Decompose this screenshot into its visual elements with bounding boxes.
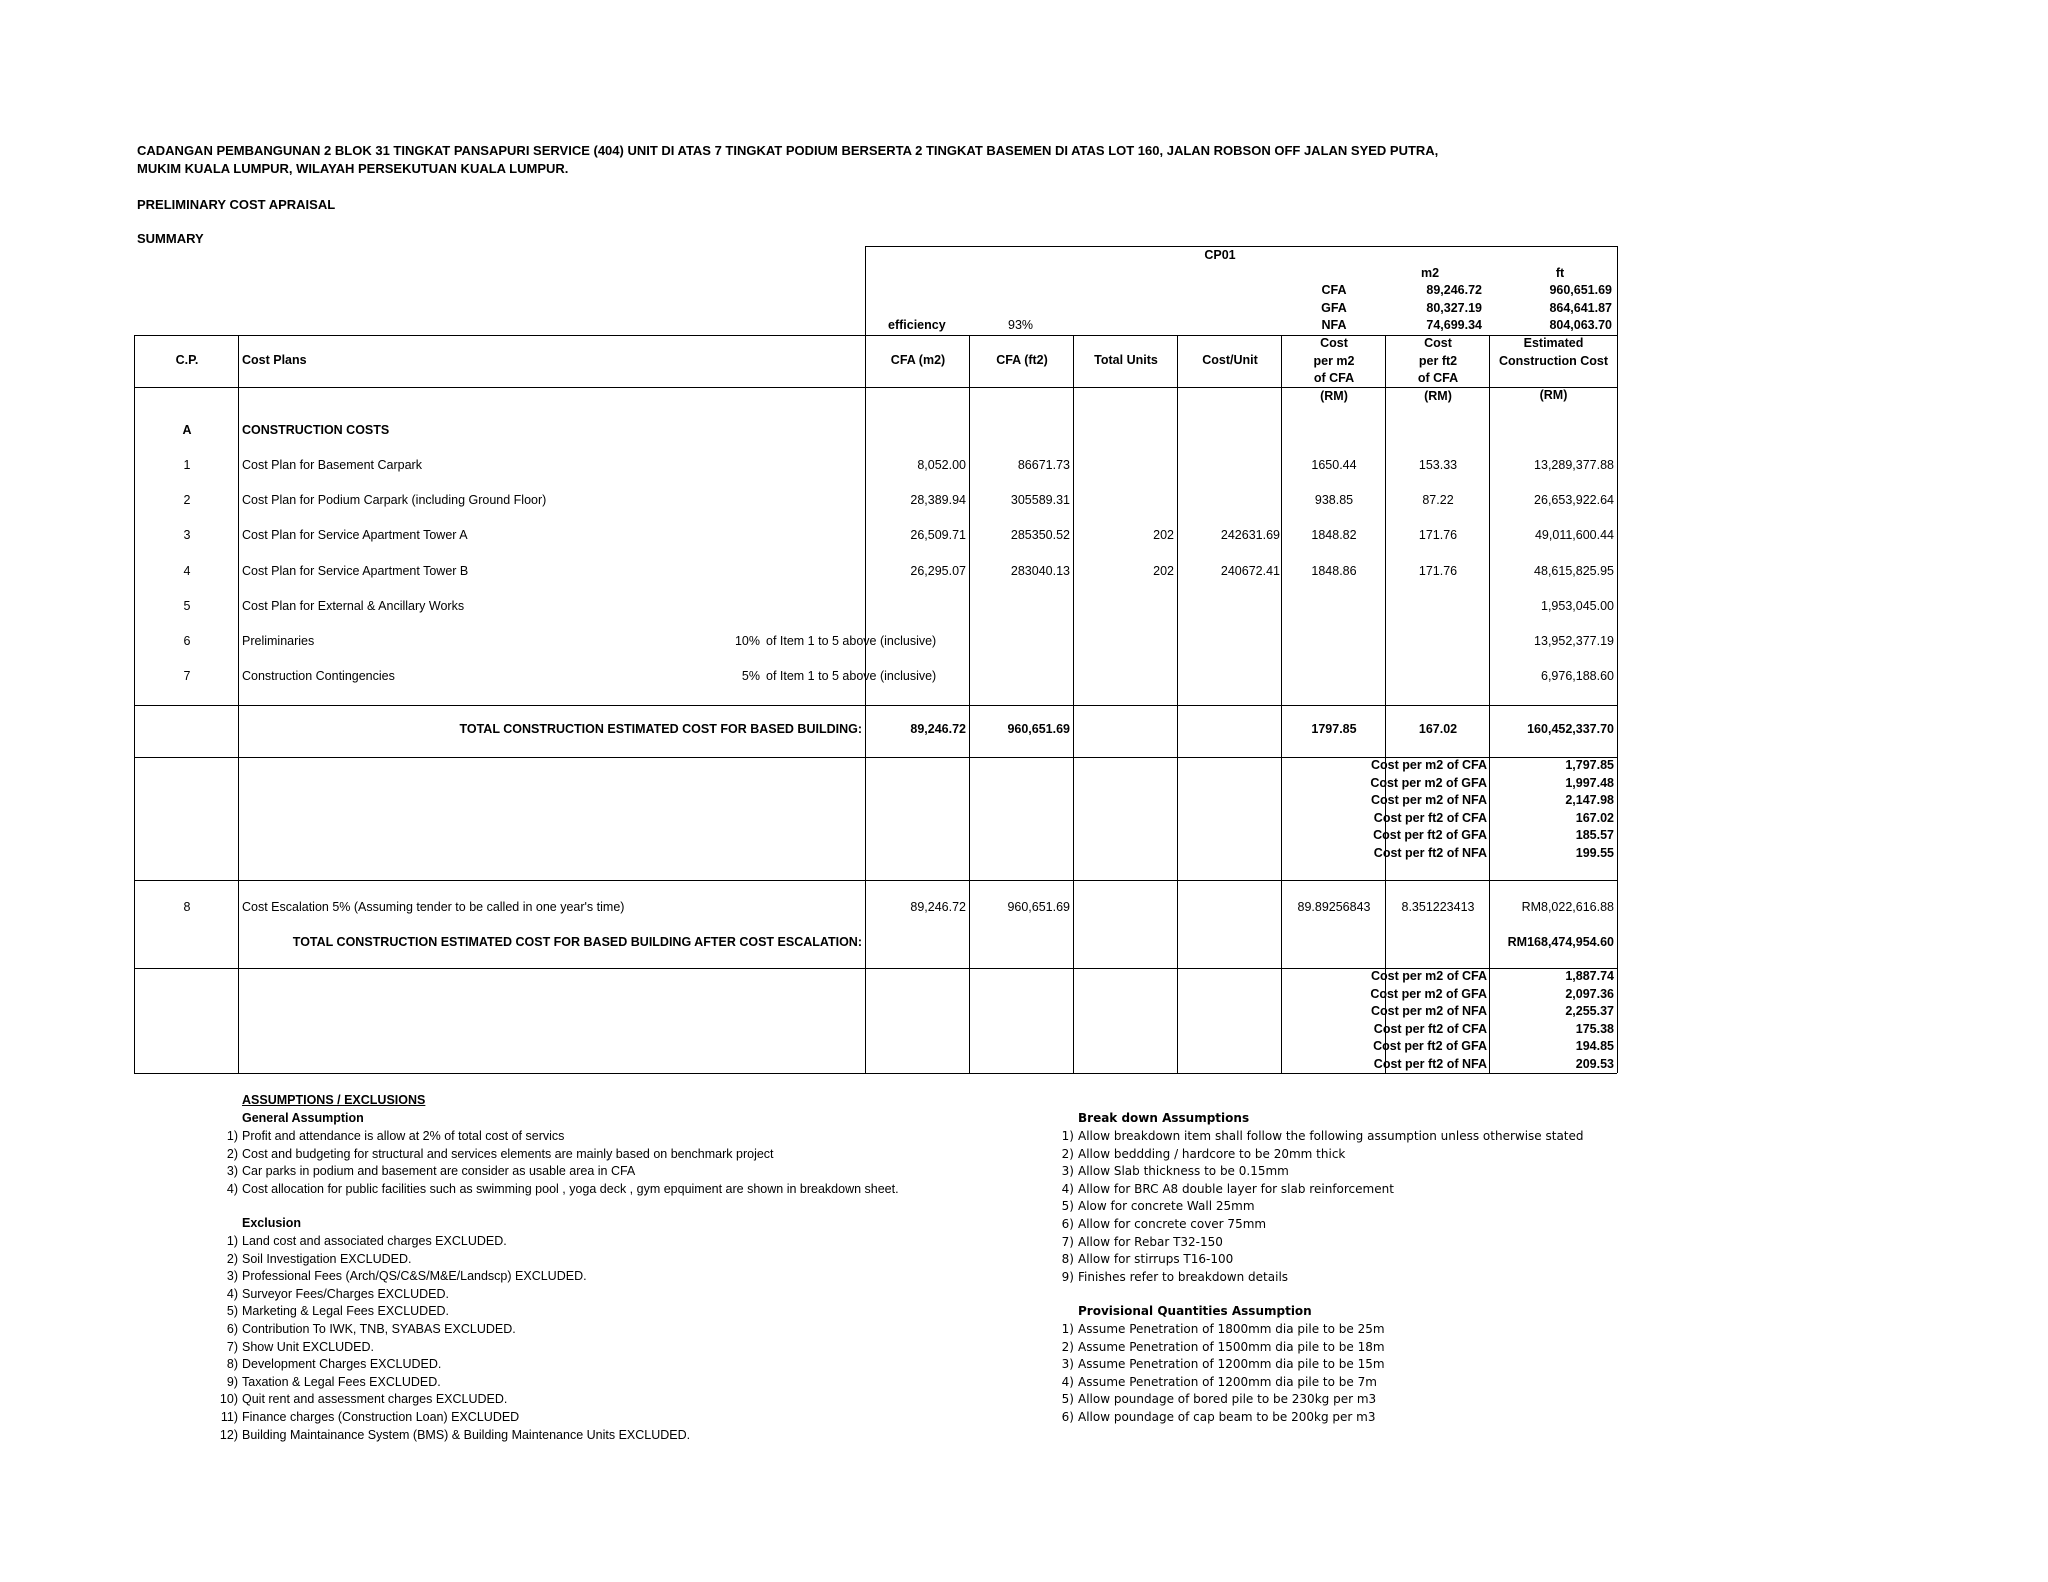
- item-cost-per-m2: 1650.44: [1311, 458, 1357, 472]
- total-cost-per-ft2: 167.02: [1418, 722, 1458, 736]
- col-header-estimated-cost: Estimated: [1523, 336, 1584, 350]
- total-estimated-cost: 160,452,337.70: [1527, 722, 1614, 736]
- ratio-label: Cost per ft2 of GFA: [1373, 1039, 1487, 1053]
- assumptions-heading: ASSUMPTIONS / EXCLUSIONS: [242, 1093, 426, 1107]
- title-line-2: MUKIM KUALA LUMPUR, WILAYAH PERSEKUTUAN KUALA LUMPUR.: [137, 161, 569, 176]
- breakdown-assumption-item-number: 6): [1061, 1217, 1074, 1231]
- area-type-label: NFA: [1321, 318, 1347, 332]
- ratio-value: 209.53: [1575, 1056, 1614, 1071]
- grid-line: [1489, 335, 1490, 1073]
- grid-line: [969, 335, 970, 1073]
- breakdown-assumption-item-number: 1): [1061, 1129, 1074, 1143]
- exclusion-item: Finance charges (Construction Loan) EXCLUDED: [242, 1410, 520, 1424]
- area-m2-value: 89,246.72: [1426, 283, 1482, 297]
- grid-line: [1073, 335, 1074, 1073]
- item-plan: Cost Plan for External & Ancillary Works: [242, 598, 465, 613]
- item-no: 5: [183, 598, 191, 613]
- breakdown-assumption-item: Finishes refer to breakdown details: [1078, 1269, 1289, 1284]
- area-type-label: CFA: [1321, 283, 1347, 297]
- exclusion-item-number: 3): [226, 1269, 238, 1284]
- col-header-cost-per-m2: of CFA: [1313, 371, 1355, 385]
- item-cost-per-m2: 1848.82: [1311, 528, 1357, 543]
- exclusion-item-number: 8): [226, 1357, 238, 1372]
- exclusion-item: Building Maintainance System (BMS) & Building Maintenance Units EXCLUDED.: [242, 1427, 691, 1442]
- col-header-cost-plans: Cost Plans: [242, 353, 307, 367]
- ratio-value: 194.85: [1575, 1039, 1614, 1053]
- grid-line: [1177, 335, 1178, 1073]
- ratio-label: Cost per ft2 of CFA: [1373, 810, 1487, 825]
- item-cost-per-ft2: 171.76: [1418, 528, 1458, 543]
- provisional-assumption-item-number: 2): [1061, 1339, 1074, 1354]
- grid-line: [238, 335, 239, 1073]
- ratio-value: 185.57: [1575, 828, 1614, 842]
- ratio-value: 2,147.98: [1565, 793, 1614, 807]
- ratio-value: 167.02: [1575, 810, 1614, 825]
- exclusion-item-number: 1): [226, 1234, 238, 1248]
- ratio-value: 2,255.37: [1565, 1004, 1614, 1018]
- efficiency-label: efficiency: [888, 318, 946, 332]
- breakdown-assumption-item: Allow for Rebar T32-150: [1078, 1234, 1223, 1249]
- escalation-cost-per-ft2: 8.351223413: [1401, 900, 1475, 914]
- total-cfa-m2: 89,246.72: [910, 722, 966, 736]
- breakdown-assumption-item: Allow beddding / hardcore to be 20mm thick: [1078, 1146, 1346, 1161]
- item-plan: Cost Plan for Basement Carpark: [242, 458, 422, 472]
- item-cost-per-unit: 242631.69: [1220, 528, 1280, 543]
- ratio-label: Cost per ft2 of CFA: [1373, 1021, 1487, 1036]
- item-cost-per-ft2: 153.33: [1418, 458, 1458, 472]
- breakdown-assumption-item-number: 3): [1061, 1164, 1074, 1179]
- exclusion-item-number: 6): [226, 1322, 238, 1336]
- exclusion-item-number: 10): [219, 1392, 238, 1407]
- general-assumption-item-number: 3): [226, 1164, 238, 1179]
- exclusion-item-number: 2): [226, 1251, 238, 1266]
- item-no: 1: [183, 458, 191, 472]
- item-no: 6: [183, 634, 191, 648]
- ratio-value: 199.55: [1575, 845, 1614, 860]
- general-assumption-item: Cost and budgeting for structural and services elements are mainly based on benchmark project: [242, 1146, 774, 1161]
- grid-line: [134, 880, 1617, 881]
- breakdown-assumption-item: Allow Slab thickness to be 0.15mm: [1078, 1164, 1289, 1179]
- item-no: 2: [183, 493, 191, 508]
- ratio-value: 1,997.48: [1565, 775, 1614, 790]
- total-cfa-ft2: 960,651.69: [1007, 722, 1070, 736]
- provisional-assumption-item-number: 3): [1061, 1357, 1074, 1372]
- exclusion-item-number: 12): [219, 1427, 238, 1442]
- grid-line: [134, 1073, 1617, 1074]
- total-label: TOTAL CONSTRUCTION ESTIMATED COST FOR BASED BUILDING:: [459, 722, 862, 736]
- item-note: of Item 1 to 5 above (inclusive): [766, 634, 937, 648]
- provisional-assumption-item: Assume Penetration of 1800mm dia pile to be 25m: [1078, 1322, 1385, 1336]
- breakdown-assumption-item: Allow for concrete cover 75mm: [1078, 1217, 1267, 1231]
- col-header-cost-per-m2: Cost: [1320, 336, 1348, 350]
- col-header-cost-unit: Cost/Unit: [1202, 353, 1258, 367]
- ratio-value: 2,097.36: [1565, 986, 1614, 1001]
- escalation-total-label: TOTAL CONSTRUCTION ESTIMATED COST FOR BASED BUILDING AFTER COST ESCALATION:: [292, 935, 862, 949]
- item-plan: Construction Contingencies: [242, 669, 395, 684]
- ratio-value: 1,887.74: [1565, 969, 1614, 983]
- grid-line: [865, 246, 866, 335]
- item-cfa-m2: 26,509.71: [910, 528, 966, 543]
- general-assumption-item: Profit and attendance is allow at 2% of total cost of servics: [242, 1129, 565, 1143]
- area-m2-value: 80,327.19: [1426, 300, 1482, 315]
- item-cost-per-unit: 240672.41: [1220, 563, 1280, 578]
- ratio-label: Cost per ft2 of GFA: [1373, 828, 1487, 842]
- item-cost-per-m2: 1848.86: [1311, 563, 1357, 578]
- exclusion-item: Soil Investigation EXCLUDED.: [242, 1251, 412, 1266]
- document-subtitle: PRELIMINARY COST APRAISAL: [137, 197, 336, 212]
- item-percentage: 5%: [741, 669, 760, 684]
- breakdown-assumption-item: Allow for BRC A8 double layer for slab reinforcement: [1078, 1181, 1394, 1196]
- ratio-label: Cost per ft2 of NFA: [1373, 845, 1487, 860]
- item-plan: Cost Plan for Service Apartment Tower B: [242, 563, 469, 578]
- ratio-value: 1,797.85: [1565, 758, 1614, 772]
- item-cfa-m2: 26,295.07: [910, 563, 966, 578]
- provisional-assumption-item: Assume Penetration of 1200mm dia pile to be 7m: [1078, 1374, 1377, 1389]
- ratio-label: Cost per m2 of CFA: [1371, 969, 1487, 983]
- col-header-cost-per-ft2: of CFA: [1417, 371, 1459, 385]
- breakdown-assumption-item: Alow for concrete Wall 25mm: [1078, 1199, 1255, 1214]
- title-line-1: CADANGAN PEMBANGUNAN 2 BLOK 31 TINGKAT PANSAPURI SERVICE (404) UNIT DI ATAS 7 TINGKAT PODIUM BERSERTA 2 TINGKAT BASEMEN DI ATAS LOT 160, JALAN ROBSON OFF JALAN SYED PUTRA,: [137, 143, 1439, 158]
- ratio-label: Cost per m2 of NFA: [1371, 793, 1487, 807]
- area-type-label: GFA: [1321, 300, 1347, 315]
- exclusion-item: Professional Fees (Arch/QS/C&S/M&E/Landscp) EXCLUDED.: [242, 1269, 587, 1284]
- escalation-plan: Cost Escalation 5% (Assuming tender to be called in one year's time): [242, 900, 625, 914]
- col-header-cost-per-m2: (RM): [1320, 388, 1348, 403]
- item-cost-per-m2: 938.85: [1314, 493, 1354, 508]
- breakdown-assumption-item-number: 2): [1061, 1146, 1074, 1161]
- exclusion-title: Exclusion: [242, 1216, 302, 1230]
- general-assumption-item-number: 2): [226, 1146, 238, 1161]
- efficiency-value: 93%: [1008, 318, 1034, 332]
- provisional-assumption-item-number: 5): [1061, 1392, 1074, 1407]
- breakdown-assumption-item-number: 5): [1061, 1199, 1074, 1214]
- col-header-estimated-cost: Construction Cost: [1498, 353, 1609, 368]
- item-total-units: 202: [1153, 528, 1174, 543]
- escalation-total-cost: RM168,474,954.60: [1507, 935, 1614, 949]
- section-a-label: CONSTRUCTION COSTS: [242, 423, 390, 437]
- item-no: 7: [183, 669, 191, 684]
- exclusion-item: Taxation & Legal Fees EXCLUDED.: [242, 1374, 441, 1389]
- ratio-label: Cost per m2 of CFA: [1371, 758, 1487, 772]
- grid-line: [865, 335, 866, 1073]
- provisional-assumption-item: Assume Penetration of 1200mm dia pile to be 15m: [1078, 1357, 1385, 1372]
- escalation-no: 8: [183, 900, 191, 914]
- col-header-cost-per-ft2: per ft2: [1418, 353, 1458, 368]
- item-estimated-cost: 1,953,045.00: [1541, 598, 1614, 613]
- item-estimated-cost: 49,011,600.44: [1534, 528, 1614, 543]
- grid-line: [1617, 335, 1618, 1073]
- grid-line: [134, 335, 135, 1073]
- provisional-assumption-item-number: 1): [1061, 1322, 1074, 1336]
- ratio-label: Cost per m2 of NFA: [1371, 1004, 1487, 1018]
- escalation-cfa-ft2: 960,651.69: [1007, 900, 1070, 914]
- col-header-cost-per-m2: per m2: [1313, 353, 1355, 368]
- exclusion-item: Marketing & Legal Fees EXCLUDED.: [242, 1304, 450, 1319]
- exclusion-item-number: 7): [226, 1339, 238, 1354]
- general-assumption-item-number: 4): [226, 1181, 238, 1196]
- area-ft-value: 804,063.70: [1549, 318, 1612, 332]
- provisional-assumption-item: Allow poundage of cap beam to be 200kg per m3: [1078, 1410, 1376, 1424]
- item-cost-per-ft2: 171.76: [1418, 563, 1458, 578]
- total-cost-per-m2: 1797.85: [1311, 722, 1357, 736]
- col-header-cfa-ft2: CFA (ft2): [996, 353, 1048, 367]
- breakdown-assumption-item: Allow for stirrups T16-100: [1078, 1252, 1234, 1267]
- ratio-label: Cost per m2 of GFA: [1370, 775, 1487, 790]
- exclusion-item: Surveyor Fees/Charges EXCLUDED.: [242, 1286, 450, 1301]
- item-no: 3: [183, 528, 191, 543]
- item-cfa-ft2: 305589.31: [1010, 493, 1070, 508]
- exclusion-item-number: 9): [226, 1374, 238, 1389]
- col-header-cp: C.P.: [175, 353, 199, 367]
- general-assumption-title: General Assumption: [242, 1111, 364, 1125]
- section-a-code: A: [182, 423, 192, 437]
- item-plan: Preliminaries: [242, 634, 315, 648]
- area-ft-value: 864,641.87: [1549, 300, 1612, 315]
- exclusion-item-number: 5): [226, 1304, 238, 1319]
- breakdown-assumption-item-number: 8): [1061, 1252, 1074, 1267]
- item-plan: Cost Plan for Podium Carpark (including Ground Floor): [242, 493, 547, 508]
- exclusion-item: Quit rent and assessment charges EXCLUDED.: [242, 1392, 508, 1407]
- ratio-label: Cost per ft2 of NFA: [1373, 1056, 1487, 1071]
- col-header-cost-per-ft2: (RM): [1424, 388, 1452, 403]
- col-header-total-units: Total Units: [1094, 353, 1158, 367]
- item-note: of Item 1 to 5 above (inclusive): [766, 669, 937, 684]
- provisional-title: Provisional Quantities Assumption: [1078, 1304, 1312, 1318]
- item-percentage: 10%: [734, 634, 760, 648]
- escalation-cost-per-m2: 89.89256843: [1297, 900, 1371, 914]
- grid-line: [134, 705, 1617, 706]
- ratio-value: 175.38: [1575, 1021, 1614, 1036]
- item-estimated-cost: 48,615,825.95: [1534, 563, 1614, 578]
- item-estimated-cost: 13,952,377.19: [1534, 634, 1614, 648]
- general-assumption-item-number: 1): [226, 1129, 238, 1143]
- area-m2-value: 74,699.34: [1426, 318, 1482, 332]
- exclusion-item: Contribution To IWK, TNB, SYABAS EXCLUDED.: [242, 1322, 516, 1336]
- item-estimated-cost: 6,976,188.60: [1541, 669, 1614, 684]
- breakdown-assumption-item-number: 7): [1061, 1234, 1074, 1249]
- provisional-assumption-item: Assume Penetration of 1500mm dia pile to be 18m: [1078, 1339, 1385, 1354]
- breakdown-assumption-item-number: 9): [1061, 1269, 1074, 1284]
- grid-line: [1281, 335, 1282, 1073]
- unit-ft-header: ft: [1555, 266, 1565, 280]
- item-cfa-ft2: 285350.52: [1010, 528, 1070, 543]
- item-cost-per-ft2: 87.22: [1422, 493, 1454, 508]
- unit-m2-header: m2: [1420, 266, 1440, 280]
- escalation-cfa-m2: 89,246.72: [910, 900, 966, 914]
- exclusion-item: Land cost and associated charges EXCLUDED.: [242, 1234, 507, 1248]
- item-no: 4: [183, 563, 191, 578]
- col-header-cfa-m2: CFA (m2): [890, 353, 946, 367]
- item-estimated-cost: 26,653,922.64: [1534, 493, 1614, 508]
- provisional-assumption-item-number: 4): [1061, 1374, 1074, 1389]
- breakdown-title: Break down Assumptions: [1078, 1111, 1250, 1125]
- general-assumption-item: Cost allocation for public facilities such as swimming pool , yoga deck , gym epquiment are shown in breakdown sheet.: [242, 1181, 899, 1196]
- provisional-assumption-item-number: 6): [1061, 1410, 1074, 1424]
- item-cfa-ft2: 283040.13: [1010, 563, 1070, 578]
- breakdown-assumption-item-number: 4): [1061, 1181, 1074, 1196]
- item-total-units: 202: [1153, 563, 1174, 578]
- item-cfa-ft2: 86671.73: [1017, 458, 1070, 472]
- exclusion-item-number: 11): [220, 1410, 238, 1424]
- exclusion-item: Development Charges EXCLUDED.: [242, 1357, 442, 1372]
- exclusion-item: Show Unit EXCLUDED.: [242, 1339, 374, 1354]
- ratio-label: Cost per m2 of GFA: [1370, 986, 1487, 1001]
- cost-plan-code: CP01: [1204, 248, 1236, 262]
- grid-line: [1617, 246, 1618, 335]
- item-plan: Cost Plan for Service Apartment Tower A: [242, 528, 468, 543]
- col-header-cost-per-ft2: Cost: [1424, 336, 1452, 350]
- exclusion-item-number: 4): [226, 1286, 238, 1301]
- item-estimated-cost: 13,289,377.88: [1534, 458, 1614, 472]
- escalation-estimated-cost: RM8,022,616.88: [1521, 900, 1614, 914]
- item-cfa-m2: 28,389.94: [910, 493, 966, 508]
- grid-line: [1385, 335, 1386, 1073]
- general-assumption-item: Car parks in podium and basement are consider as usable area in CFA: [242, 1164, 636, 1179]
- provisional-assumption-item: Allow poundage of bored pile to be 230kg per m3: [1078, 1392, 1377, 1407]
- breakdown-assumption-item: Allow breakdown item shall follow the following assumption unless otherwise stated: [1078, 1129, 1584, 1143]
- col-header-estimated-cost-unit: (RM): [1539, 388, 1568, 402]
- section-title: SUMMARY: [137, 231, 204, 246]
- item-cfa-m2: 8,052.00: [917, 458, 966, 472]
- area-ft-value: 960,651.69: [1549, 283, 1612, 297]
